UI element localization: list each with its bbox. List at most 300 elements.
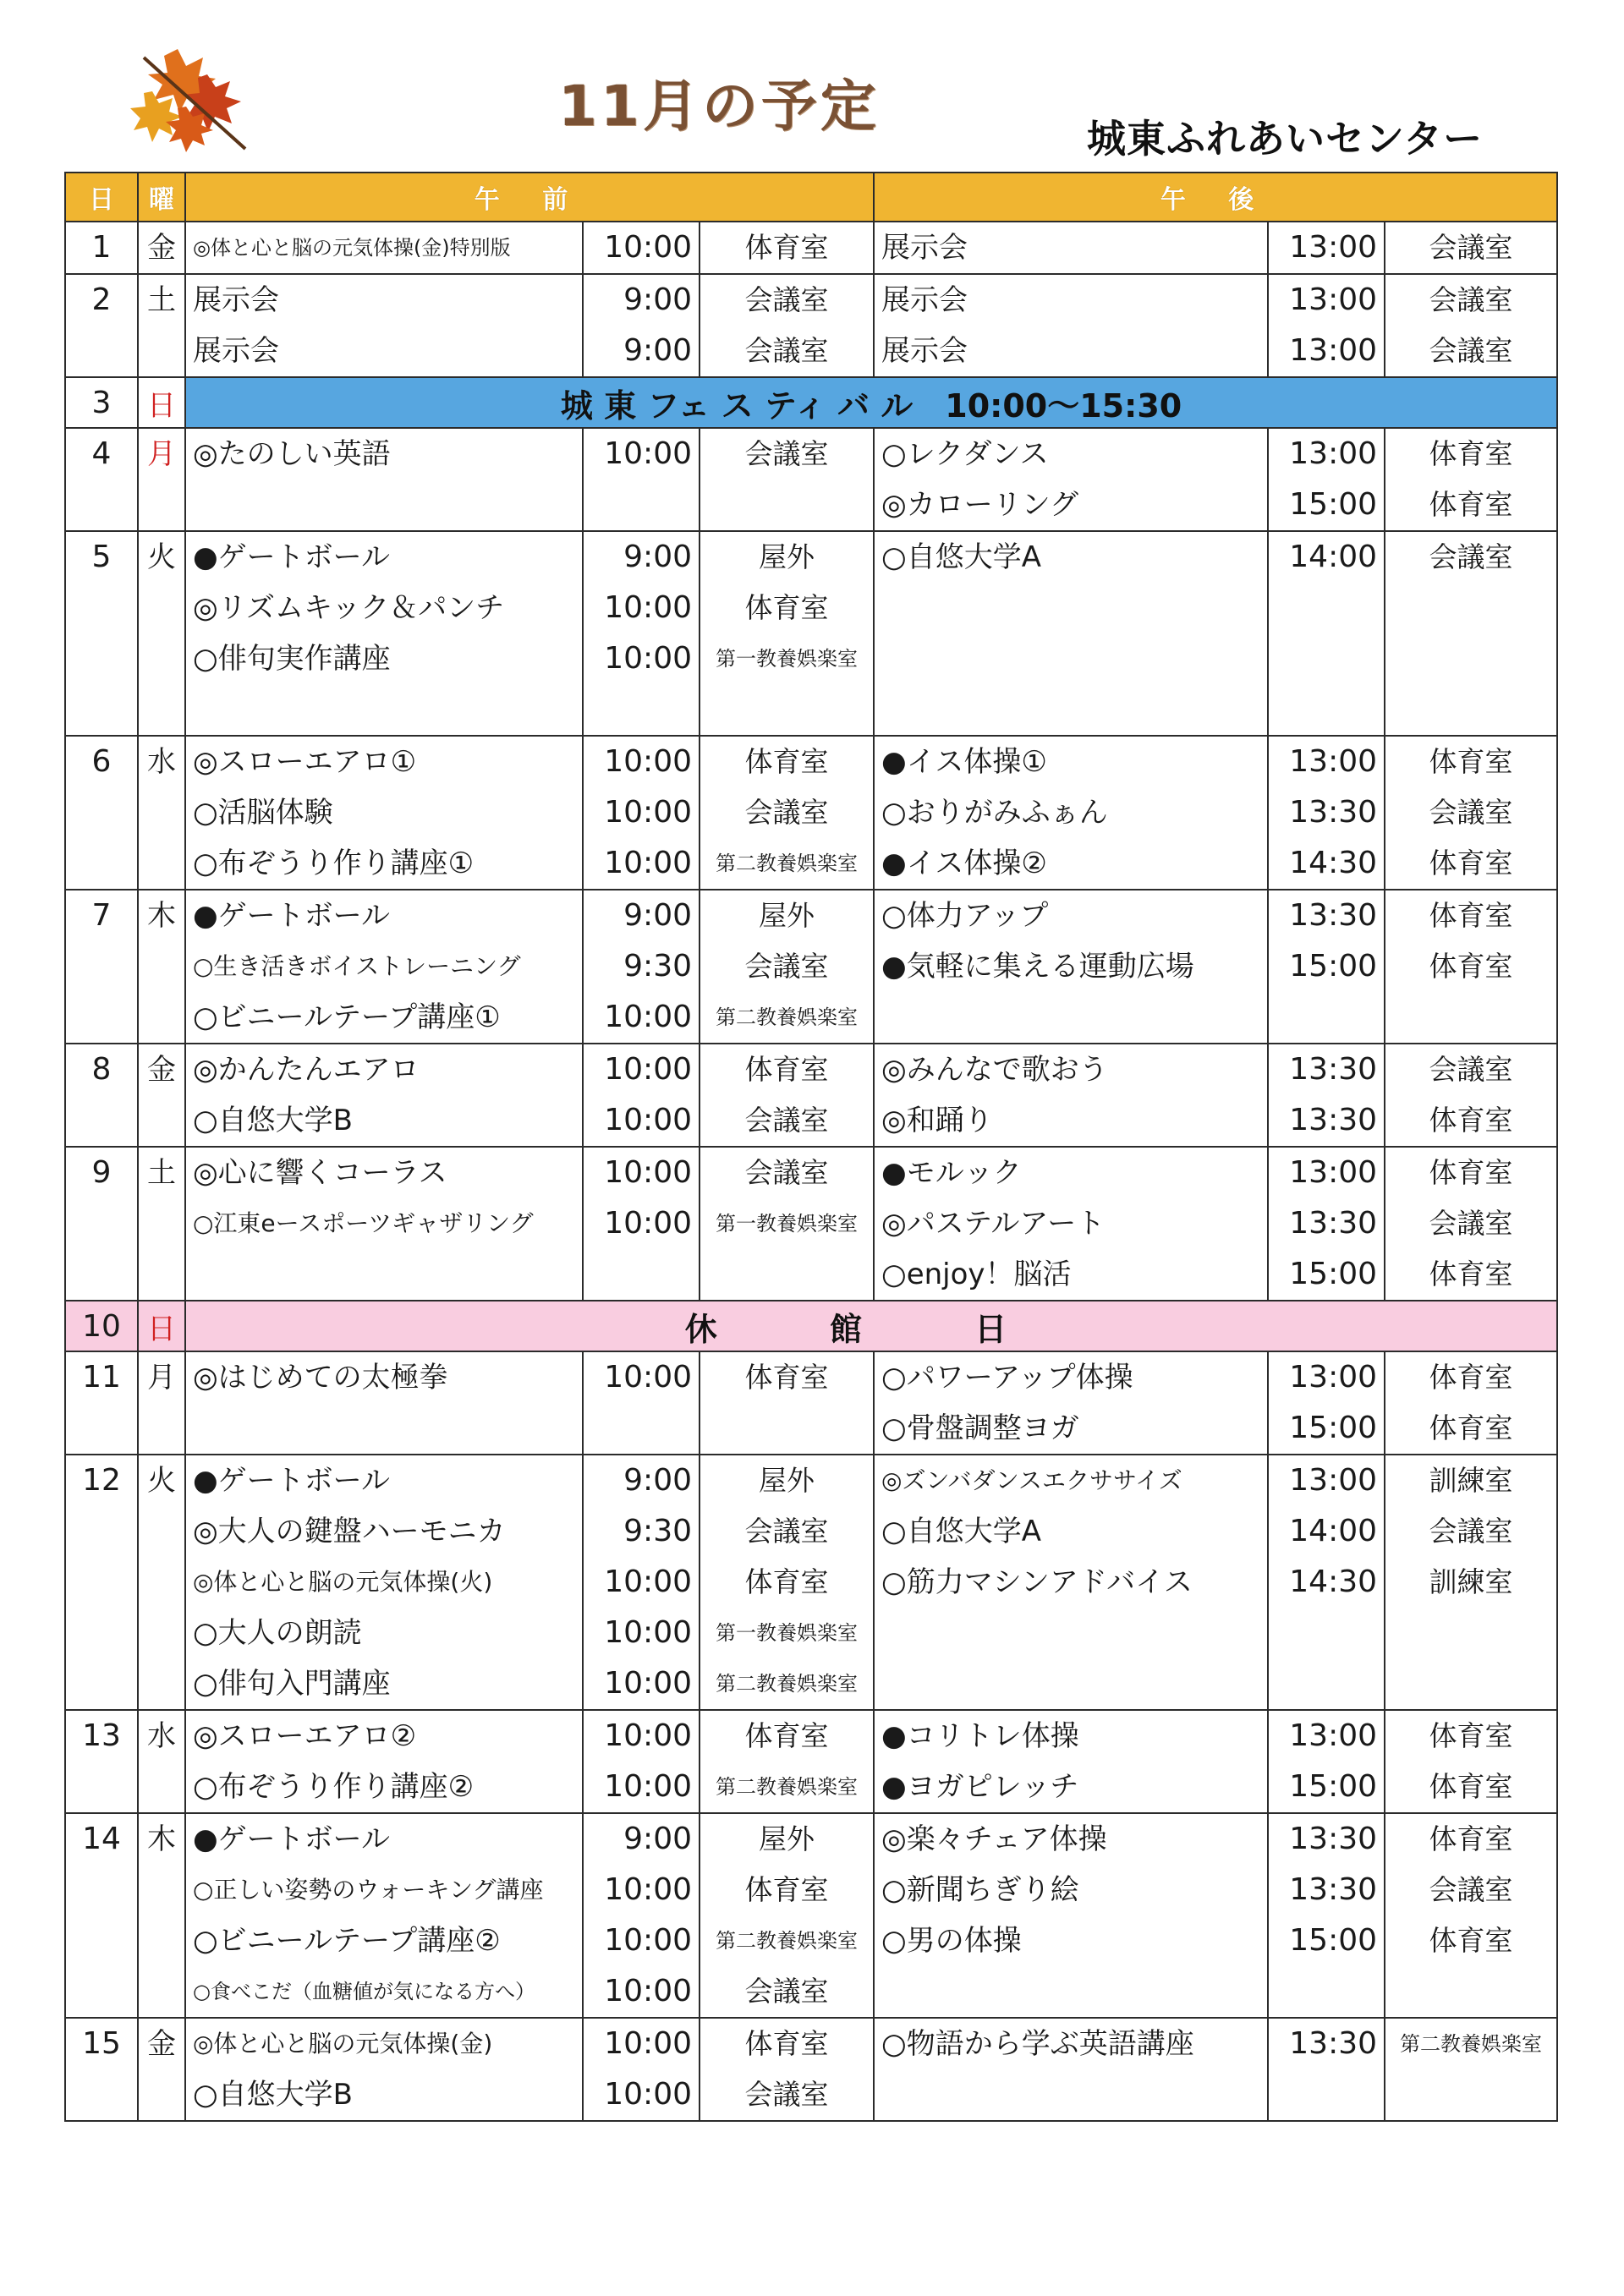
am-event-time: 10:00 bbox=[604, 846, 692, 880]
am-event-time: 9:00 bbox=[623, 1463, 692, 1498]
pm-time-cell bbox=[1268, 1351, 1385, 1455]
weekday bbox=[138, 1710, 185, 1813]
am-event-time: 10:00 bbox=[604, 1974, 692, 2008]
am-event-name: ◎スローエアロ② bbox=[193, 1719, 417, 1753]
am-event-time: 9:00 bbox=[623, 540, 692, 574]
pm-event-name: ●コリトレ体操 bbox=[881, 1719, 1079, 1753]
day-number-text: 14 bbox=[82, 1822, 121, 1856]
am-event-room: 屋外 bbox=[759, 1464, 815, 1497]
pm-event-room: 体育室 bbox=[1429, 1258, 1513, 1290]
day-number-text: 12 bbox=[82, 1463, 121, 1498]
pm-event-name: ○新聞ちぎり絵 bbox=[881, 1873, 1079, 1907]
am-time-cell bbox=[583, 1147, 700, 1301]
festival-banner: 城 東 フェ ス ティ バ ル 10:00～15:30 bbox=[185, 377, 1557, 428]
header-weekday: 曜 bbox=[138, 173, 185, 222]
am-event-time: 9:30 bbox=[623, 1514, 692, 1548]
am-name-cell bbox=[185, 274, 583, 377]
table-row bbox=[65, 274, 1557, 377]
day-number: 3 bbox=[65, 377, 138, 428]
am-event-name: ○布ぞうり作り講座① bbox=[193, 847, 475, 880]
am-event-room: 第二教養娯楽室 bbox=[716, 852, 859, 875]
am-event-time: 10:00 bbox=[604, 1052, 692, 1087]
pm-room-cell bbox=[1385, 736, 1557, 890]
pm-event-room: 体育室 bbox=[1429, 437, 1513, 470]
weekday bbox=[138, 428, 185, 531]
pm-time-cell bbox=[1268, 428, 1385, 531]
pm-event-name: ○パワーアップ体操 bbox=[881, 1361, 1133, 1395]
am-event-name: ◎たのしい英語 bbox=[193, 437, 391, 471]
pm-event-room: 体育室 bbox=[1429, 1924, 1513, 1957]
am-event-room: 第一教養娯楽室 bbox=[716, 1621, 859, 1645]
pm-event-name: ◎楽々チェア体操 bbox=[881, 1822, 1107, 1856]
am-name-cell bbox=[185, 1710, 583, 1813]
am-event-room: 体育室 bbox=[744, 1053, 829, 1086]
am-event-name: ○ビニールテープ講座① bbox=[193, 1000, 501, 1034]
am-event-time: 10:00 bbox=[604, 744, 692, 779]
am-event-name: ◎かんたんエアロ bbox=[193, 1053, 420, 1087]
pm-name-cell bbox=[874, 428, 1268, 531]
day-number bbox=[65, 1710, 138, 1813]
pm-event-room: 会議室 bbox=[1429, 1053, 1513, 1086]
day-number bbox=[65, 1455, 138, 1710]
weekday-text: 水 bbox=[147, 745, 176, 779]
table-row bbox=[65, 531, 1557, 736]
am-event-time: 10:00 bbox=[604, 1360, 692, 1395]
table-row bbox=[65, 428, 1557, 531]
am-event-time: 9:00 bbox=[623, 898, 692, 933]
weekday bbox=[138, 222, 185, 274]
am-time-cell bbox=[583, 1813, 700, 2018]
pm-event-time: 13:00 bbox=[1289, 436, 1378, 471]
weekday-text: 月 bbox=[147, 437, 176, 471]
header-day: 日 bbox=[65, 173, 138, 222]
am-event-time: 10:00 bbox=[604, 1923, 692, 1958]
am-event-time: 10:00 bbox=[604, 1718, 692, 1753]
pm-event-name: ○男の体操 bbox=[881, 1924, 1022, 1958]
weekday bbox=[138, 1455, 185, 1710]
pm-name-cell bbox=[874, 1351, 1268, 1455]
table-header-row bbox=[65, 173, 1557, 222]
weekday bbox=[138, 2018, 185, 2121]
am-event-name: ●ゲートボール bbox=[193, 540, 390, 574]
am-event-name: ○ビニールテープ講座② bbox=[193, 1924, 501, 1958]
pm-event-time: 13:00 bbox=[1289, 1360, 1378, 1395]
am-event-room: 会議室 bbox=[744, 1515, 829, 1548]
pm-event-time: 15:00 bbox=[1289, 949, 1378, 984]
pm-event-room: 訓練室 bbox=[1429, 1565, 1513, 1598]
pm-name-cell bbox=[874, 736, 1268, 890]
weekday bbox=[138, 1813, 185, 2018]
am-event-room: 体育室 bbox=[744, 745, 829, 778]
weekday-text: 月 bbox=[147, 1361, 176, 1395]
pm-room-cell bbox=[1385, 2018, 1557, 2121]
am-event-room: 会議室 bbox=[744, 1975, 829, 2008]
pm-event-time: 13:00 bbox=[1289, 282, 1378, 317]
am-event-time: 10:00 bbox=[604, 1000, 692, 1034]
am-event-room: 屋外 bbox=[759, 1822, 815, 1855]
am-room-cell bbox=[700, 1710, 874, 1813]
am-name-cell bbox=[185, 428, 583, 531]
am-event-room: 第一教養娯楽室 bbox=[716, 647, 859, 671]
pm-event-time: 13:30 bbox=[1289, 1052, 1378, 1087]
am-event-time: 10:00 bbox=[604, 2026, 692, 2061]
am-event-time: 10:00 bbox=[604, 641, 692, 676]
am-event-room: 第二教養娯楽室 bbox=[716, 1929, 859, 1953]
pm-room-cell bbox=[1385, 1455, 1557, 1710]
center-name: 城東ふれあいセンター bbox=[1087, 116, 1484, 162]
am-name-cell bbox=[185, 1813, 583, 2018]
day-number: 10 bbox=[65, 1301, 138, 1351]
pm-name-cell bbox=[874, 222, 1268, 274]
am-time-cell bbox=[583, 1351, 700, 1455]
day-number-text: 5 bbox=[91, 540, 112, 574]
pm-room-cell bbox=[1385, 1710, 1557, 1813]
am-room-cell bbox=[700, 1044, 874, 1147]
pm-event-room: 体育室 bbox=[1429, 488, 1513, 521]
pm-event-time: 14:00 bbox=[1289, 540, 1378, 574]
pm-event-time: 13:30 bbox=[1289, 1872, 1378, 1907]
day-number-text: 7 bbox=[91, 898, 112, 933]
pm-room-cell bbox=[1385, 1147, 1557, 1301]
pm-name-cell bbox=[874, 531, 1268, 736]
am-name-cell bbox=[185, 1044, 583, 1147]
day-number bbox=[65, 531, 138, 736]
pm-event-time: 13:00 bbox=[1289, 1155, 1378, 1190]
pm-event-room: 体育室 bbox=[1429, 1719, 1513, 1752]
pm-event-room: 体育室 bbox=[1429, 1361, 1513, 1394]
am-event-time: 9:00 bbox=[623, 1822, 692, 1856]
am-event-name: ○自悠大学B bbox=[193, 1104, 353, 1137]
schedule-table bbox=[64, 172, 1558, 2122]
pm-event-room: 体育室 bbox=[1429, 1770, 1513, 1803]
pm-event-time: 15:00 bbox=[1289, 1769, 1378, 1804]
am-event-time: 9:00 bbox=[623, 282, 692, 317]
am-event-name: ◎心に響くコーラス bbox=[193, 1156, 447, 1190]
am-room-cell bbox=[700, 1147, 874, 1301]
pm-event-room: 体育室 bbox=[1429, 1156, 1513, 1189]
pm-event-time: 14:30 bbox=[1289, 846, 1378, 880]
pm-event-time: 14:30 bbox=[1289, 1564, 1378, 1599]
pm-time-cell bbox=[1268, 1813, 1385, 2018]
table-row bbox=[65, 1710, 1557, 1813]
pm-event-room: 体育室 bbox=[1429, 1822, 1513, 1855]
am-event-name: ◎体と心と脳の元気体操(金) bbox=[193, 2030, 493, 2058]
day-number bbox=[65, 736, 138, 890]
festival-row bbox=[65, 377, 1557, 428]
am-time-cell bbox=[583, 222, 700, 274]
am-event-room: 体育室 bbox=[744, 1565, 829, 1598]
day-number bbox=[65, 428, 138, 531]
day-number-text: 9 bbox=[91, 1155, 112, 1190]
header-pm: 午 後 bbox=[874, 173, 1557, 222]
am-event-time: 10:00 bbox=[604, 1155, 692, 1190]
am-event-room: 第二教養娯楽室 bbox=[716, 1006, 859, 1029]
closed-row bbox=[65, 1301, 1557, 1351]
weekday-text: 火 bbox=[147, 540, 176, 574]
day-number bbox=[65, 1147, 138, 1301]
pm-event-time: 13:00 bbox=[1289, 1718, 1378, 1753]
weekday bbox=[138, 890, 185, 1044]
pm-room-cell bbox=[1385, 1044, 1557, 1147]
table-row bbox=[65, 1813, 1557, 2018]
pm-event-name: ●イス体操② bbox=[881, 847, 1047, 880]
pm-event-name: 展示会 bbox=[881, 283, 968, 317]
am-event-room: 会議室 bbox=[744, 796, 829, 829]
am-event-time: 10:00 bbox=[604, 1564, 692, 1599]
weekday bbox=[138, 531, 185, 736]
am-event-name: ◎体と心と脳の元気体操(火) bbox=[193, 1568, 493, 1596]
day-number bbox=[65, 274, 138, 377]
day-number-text: 1 bbox=[91, 230, 112, 265]
weekday bbox=[138, 274, 185, 377]
am-event-name: ◎大人の鍵盤ハーモニカ bbox=[193, 1515, 506, 1548]
day-number-text: 15 bbox=[82, 2026, 121, 2061]
am-event-name: ○俳句入門講座 bbox=[193, 1667, 391, 1701]
am-event-name: 展示会 bbox=[193, 283, 279, 317]
pm-event-name: ○筋力マシンアドバイス bbox=[881, 1565, 1193, 1599]
am-room-cell bbox=[700, 222, 874, 274]
pm-event-time: 13:30 bbox=[1289, 1103, 1378, 1137]
pm-name-cell bbox=[874, 1455, 1268, 1710]
pm-time-cell bbox=[1268, 222, 1385, 274]
am-name-cell bbox=[185, 1147, 583, 1301]
am-event-room: 会議室 bbox=[744, 283, 829, 316]
am-event-room: 体育室 bbox=[744, 231, 829, 264]
pm-event-name: 展示会 bbox=[881, 334, 968, 368]
pm-name-cell bbox=[874, 1147, 1268, 1301]
day-number bbox=[65, 1351, 138, 1455]
am-event-room: 第一教養娯楽室 bbox=[716, 1212, 859, 1236]
pm-event-room: 体育室 bbox=[1429, 950, 1513, 983]
pm-event-name: ○体力アップ bbox=[881, 899, 1049, 933]
am-event-name: ●ゲートボール bbox=[193, 1822, 390, 1856]
am-event-name: ◎体と心と脳の元気体操(金)特別版 bbox=[193, 236, 511, 260]
pm-event-time: 15:00 bbox=[1289, 487, 1378, 522]
table-row bbox=[65, 736, 1557, 890]
am-time-cell bbox=[583, 890, 700, 1044]
am-event-time: 10:00 bbox=[604, 1666, 692, 1701]
pm-event-time: 13:30 bbox=[1289, 1822, 1378, 1856]
pm-event-room: 体育室 bbox=[1429, 1104, 1513, 1137]
am-time-cell bbox=[583, 1044, 700, 1147]
pm-room-cell bbox=[1385, 890, 1557, 1044]
am-event-room: 会議室 bbox=[744, 2078, 829, 2111]
am-event-time: 10:00 bbox=[604, 795, 692, 830]
pm-time-cell bbox=[1268, 736, 1385, 890]
weekday bbox=[138, 1044, 185, 1147]
am-name-cell bbox=[185, 1455, 583, 1710]
pm-time-cell bbox=[1268, 2018, 1385, 2121]
pm-room-cell bbox=[1385, 531, 1557, 736]
pm-name-cell bbox=[874, 1710, 1268, 1813]
am-name-cell bbox=[185, 736, 583, 890]
am-room-cell bbox=[700, 274, 874, 377]
table-row bbox=[65, 222, 1557, 274]
pm-event-room: 会議室 bbox=[1429, 283, 1513, 316]
am-event-room: 屋外 bbox=[759, 899, 815, 932]
weekday: 日 bbox=[138, 377, 185, 428]
pm-event-room: 体育室 bbox=[1429, 1411, 1513, 1444]
am-event-room: 体育室 bbox=[744, 1719, 829, 1752]
am-event-name: ●ゲートボール bbox=[193, 899, 390, 933]
pm-time-cell bbox=[1268, 890, 1385, 1044]
day-number bbox=[65, 1044, 138, 1147]
am-event-time: 9:00 bbox=[623, 333, 692, 368]
pm-event-name: ○レクダンス bbox=[881, 437, 1049, 471]
am-event-room: 第二教養娯楽室 bbox=[716, 1775, 859, 1799]
maple-leaf-icon bbox=[127, 41, 254, 159]
pm-event-time: 15:00 bbox=[1289, 1923, 1378, 1958]
pm-name-cell bbox=[874, 2018, 1268, 2121]
am-room-cell bbox=[700, 428, 874, 531]
weekday-text: 金 bbox=[147, 2027, 176, 2061]
am-event-time: 10:00 bbox=[604, 1206, 692, 1241]
day-number-text: 6 bbox=[91, 744, 112, 779]
am-time-cell bbox=[583, 2018, 700, 2121]
am-event-room: 会議室 bbox=[744, 1104, 829, 1137]
am-time-cell bbox=[583, 1455, 700, 1710]
day-number-text: 4 bbox=[91, 436, 112, 471]
closed-banner: 休 館 日 bbox=[185, 1301, 1557, 1351]
pm-room-cell bbox=[1385, 274, 1557, 377]
table-row bbox=[65, 1147, 1557, 1301]
pm-event-name: ◎みんなで歌おう bbox=[881, 1053, 1108, 1087]
table-row bbox=[65, 2018, 1557, 2121]
am-event-time: 10:00 bbox=[604, 2077, 692, 2112]
am-name-cell bbox=[185, 222, 583, 274]
pm-event-name: ○enjoy！脳活 bbox=[881, 1258, 1072, 1291]
am-time-cell bbox=[583, 428, 700, 531]
pm-event-name: ●ヨガピレッチ bbox=[881, 1770, 1079, 1804]
am-event-name: ◎スローエアロ① bbox=[193, 745, 417, 779]
weekday-text: 水 bbox=[147, 1719, 176, 1753]
am-room-cell bbox=[700, 1813, 874, 2018]
day-number-text: 11 bbox=[82, 1360, 121, 1395]
am-event-room: 体育室 bbox=[744, 2027, 829, 2060]
pm-event-room: 会議室 bbox=[1429, 334, 1513, 367]
weekday-text: 火 bbox=[147, 1464, 176, 1498]
pm-name-cell bbox=[874, 890, 1268, 1044]
am-event-name: ○生き活きボイストレーニング bbox=[193, 952, 521, 980]
day-number-text: 2 bbox=[91, 282, 112, 317]
am-event-name: ○活脳体験 bbox=[193, 796, 333, 830]
day-number-text: 13 bbox=[82, 1718, 121, 1753]
pm-event-time: 13:30 bbox=[1289, 898, 1378, 933]
pm-event-time: 13:30 bbox=[1289, 1206, 1378, 1241]
pm-room-cell bbox=[1385, 1351, 1557, 1455]
am-event-room: 会議室 bbox=[744, 437, 829, 470]
table-row bbox=[65, 1455, 1557, 1710]
pm-event-room: 体育室 bbox=[1429, 847, 1513, 879]
weekday-text: 金 bbox=[147, 1053, 176, 1087]
am-event-time: 10:00 bbox=[604, 1615, 692, 1650]
am-event-room: 体育室 bbox=[744, 1361, 829, 1394]
pm-event-time: 15:00 bbox=[1289, 1411, 1378, 1445]
am-name-cell bbox=[185, 1351, 583, 1455]
am-room-cell bbox=[700, 1351, 874, 1455]
pm-event-time: 13:30 bbox=[1289, 2026, 1378, 2061]
am-event-room: 第二教養娯楽室 bbox=[716, 1672, 859, 1696]
pm-event-name: ○骨盤調整ヨガ bbox=[881, 1411, 1079, 1445]
am-event-room: 会議室 bbox=[744, 950, 829, 983]
pm-room-cell bbox=[1385, 1813, 1557, 2018]
am-event-time: 10:00 bbox=[604, 436, 692, 471]
am-event-name: ○江東eースポーツギャザリング bbox=[193, 1209, 534, 1237]
am-event-name: ◎リズムキック＆パンチ bbox=[193, 591, 505, 625]
pm-event-room: 第二教養娯楽室 bbox=[1400, 2032, 1543, 2056]
pm-event-name: ○自悠大学A bbox=[881, 540, 1041, 574]
am-time-cell bbox=[583, 736, 700, 890]
table-row bbox=[65, 1044, 1557, 1147]
weekday bbox=[138, 736, 185, 890]
pm-event-time: 14:00 bbox=[1289, 1514, 1378, 1548]
pm-event-room: 体育室 bbox=[1429, 899, 1513, 932]
pm-event-name: ◎パステルアート bbox=[881, 1207, 1106, 1241]
am-event-name: ○布ぞうり作り講座② bbox=[193, 1770, 475, 1804]
am-room-cell bbox=[700, 531, 874, 736]
am-event-name: ○食べこだ（血糖値が気になる方へ） bbox=[193, 1980, 535, 2003]
weekday-text: 木 bbox=[147, 899, 176, 933]
pm-time-cell bbox=[1268, 1710, 1385, 1813]
pm-event-room: 体育室 bbox=[1429, 745, 1513, 778]
am-event-room: 体育室 bbox=[744, 591, 829, 624]
pm-event-name: ○おりがみふぁん bbox=[881, 796, 1108, 830]
am-event-time: 10:00 bbox=[604, 1769, 692, 1804]
pm-time-cell bbox=[1268, 531, 1385, 736]
pm-event-time: 13:00 bbox=[1289, 230, 1378, 265]
am-room-cell bbox=[700, 2018, 874, 2121]
am-event-time: 10:00 bbox=[604, 590, 692, 625]
pm-event-room: 会議室 bbox=[1429, 796, 1513, 829]
am-name-cell bbox=[185, 531, 583, 736]
header-am: 午 前 bbox=[185, 173, 874, 222]
pm-event-name: ◎和踊り bbox=[881, 1104, 993, 1137]
weekday: 日 bbox=[138, 1301, 185, 1351]
am-event-name: ◎はじめての太極拳 bbox=[193, 1361, 448, 1395]
weekday-text: 木 bbox=[147, 1822, 176, 1856]
day-number-text: 8 bbox=[91, 1052, 112, 1087]
table-row bbox=[65, 890, 1557, 1044]
am-time-cell bbox=[583, 1710, 700, 1813]
pm-time-cell bbox=[1268, 274, 1385, 377]
pm-event-time: 13:00 bbox=[1289, 1463, 1378, 1498]
am-event-time: 10:00 bbox=[604, 230, 692, 265]
pm-event-time: 13:00 bbox=[1289, 333, 1378, 368]
pm-event-name: ●モルック bbox=[881, 1156, 1022, 1190]
am-name-cell bbox=[185, 2018, 583, 2121]
pm-time-cell bbox=[1268, 1147, 1385, 1301]
pm-event-room: 会議室 bbox=[1429, 540, 1513, 573]
pm-event-time: 13:00 bbox=[1289, 744, 1378, 779]
table-row bbox=[65, 1351, 1557, 1455]
weekday bbox=[138, 1147, 185, 1301]
pm-name-cell bbox=[874, 1044, 1268, 1147]
am-room-cell bbox=[700, 736, 874, 890]
pm-time-cell bbox=[1268, 1044, 1385, 1147]
day-number bbox=[65, 2018, 138, 2121]
am-event-room: 屋外 bbox=[759, 540, 815, 573]
pm-event-name: ◎ズンバダンスエクササイズ bbox=[881, 1466, 1182, 1494]
pm-event-time: 15:00 bbox=[1289, 1257, 1378, 1291]
am-event-room: 体育室 bbox=[744, 1873, 829, 1906]
am-event-room: 会議室 bbox=[744, 334, 829, 367]
am-event-name: ○俳句実作講座 bbox=[193, 642, 391, 676]
pm-name-cell bbox=[874, 274, 1268, 377]
pm-event-name: ◎カローリング bbox=[881, 488, 1079, 522]
am-event-name: ○正しい姿勢のウォーキング講座 bbox=[193, 1876, 544, 1904]
pm-room-cell bbox=[1385, 222, 1557, 274]
pm-event-room: 会議室 bbox=[1429, 231, 1513, 264]
